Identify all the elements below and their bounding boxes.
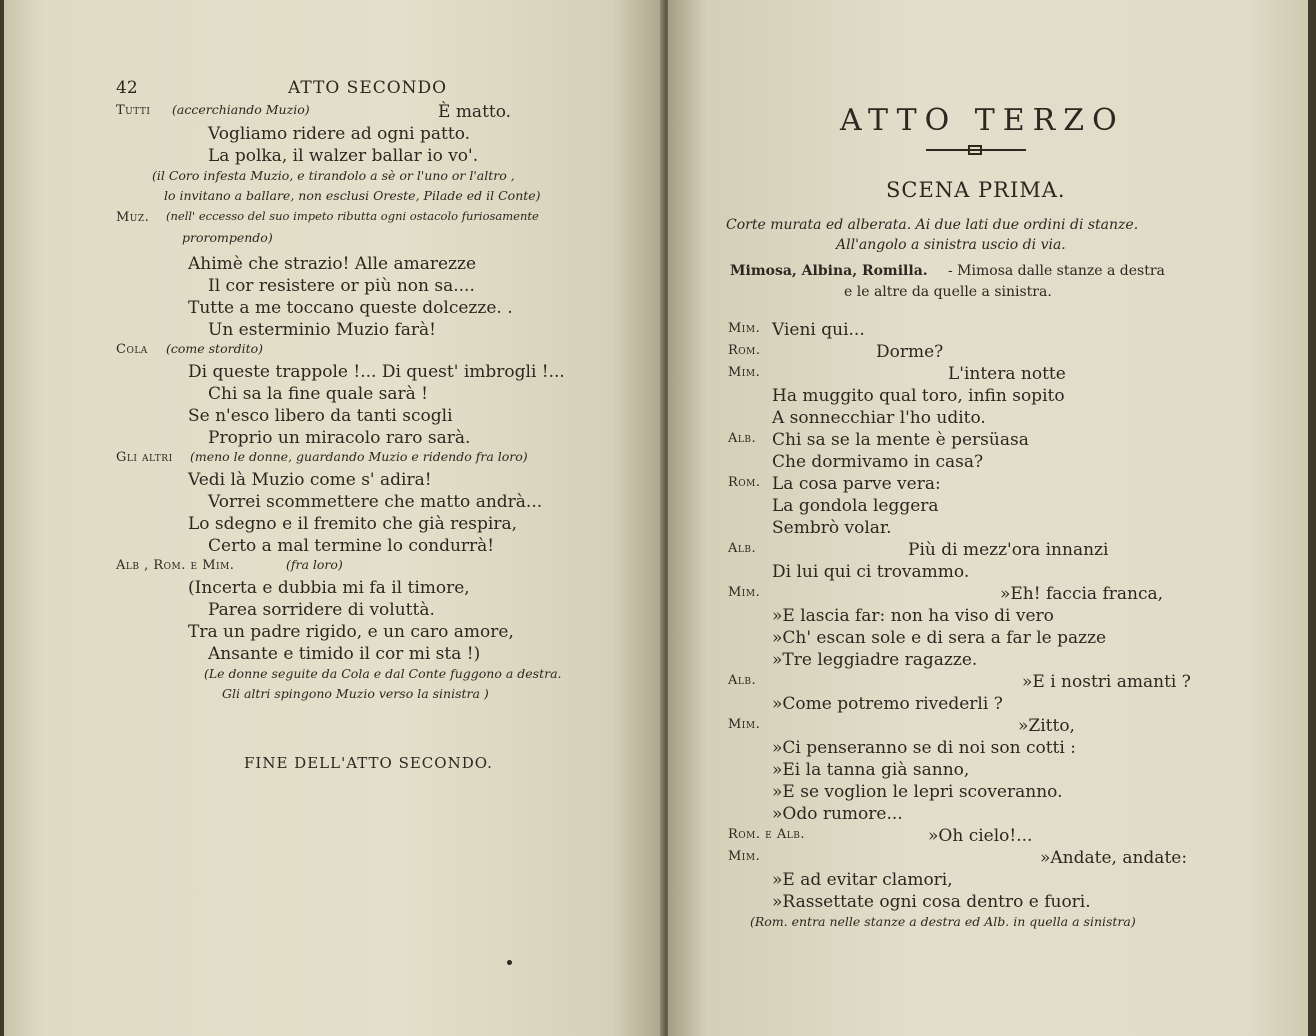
page-number: 42 bbox=[116, 78, 138, 98]
verse-line: Tra un padre rigido, e un caro amore, bbox=[188, 622, 514, 642]
scene-characters: Mimosa, Albina, Romilla. bbox=[730, 263, 928, 279]
verse-line: È matto. bbox=[438, 102, 512, 122]
verse-line: Il cor resistere or più non sa.... bbox=[208, 276, 475, 296]
ink-speck bbox=[507, 960, 512, 965]
verse-line: »Odo rumore... bbox=[772, 804, 903, 824]
verse-line: Lo sdegno e il fremito che già respira, bbox=[188, 514, 518, 534]
speaker: Alb. bbox=[728, 541, 757, 556]
scene-setting: Corte murata ed alberata. Ai due lati due ordini di stanze. bbox=[726, 217, 1139, 233]
verse-line: Ahimè che strazio! Alle amarezze bbox=[188, 254, 477, 274]
verse-line: »E i nostri amanti ? bbox=[1022, 672, 1191, 692]
stage-direction: (nell' eccesso del suo impeto ributta ogni ostacolo furiosamente bbox=[166, 209, 539, 223]
verse-line: Dorme? bbox=[876, 342, 944, 362]
verse-line: Parea sorridere di voluttà. bbox=[208, 600, 435, 620]
verse-line: Proprio un miracolo raro sarà. bbox=[208, 428, 471, 448]
verse-line: A sonnecchiar l'ho udito. bbox=[772, 408, 986, 428]
stage-direction: (Rom. entra nelle stanze a destra ed Alb. in quella a sinistra) bbox=[750, 914, 1136, 929]
speaker: Rom. e Alb. bbox=[728, 827, 805, 842]
speaker: Alb. bbox=[728, 673, 757, 688]
stage-direction: prorompendo) bbox=[182, 230, 273, 245]
verse-line: Ansante e timido il cor mi sta !) bbox=[208, 644, 481, 664]
left-page bbox=[4, 0, 664, 1036]
speaker: Mim. bbox=[728, 321, 761, 336]
characters-note: - Mimosa dalle stanze a destra bbox=[948, 263, 1165, 279]
speaker-gli-altri: Gli altri bbox=[116, 450, 173, 465]
speaker: Mim. bbox=[728, 849, 761, 864]
verse-line: Vorrei scommettere che matto andrà... bbox=[208, 492, 543, 512]
verse-line: Se n'esco libero da tanti scogli bbox=[188, 406, 453, 426]
verse-line: La cosa parve vera: bbox=[772, 474, 941, 494]
ornament-knot bbox=[968, 145, 982, 155]
right-page bbox=[668, 0, 1308, 1036]
stage-direction: Gli altri spingono Muzio verso la sinistra ) bbox=[222, 686, 489, 701]
act-end-note: FINE DELL'ATTO SECONDO. bbox=[244, 754, 493, 772]
verse-line: L'intera notte bbox=[948, 364, 1066, 384]
verse-line: Chi sa se la mente è persüasa bbox=[772, 430, 1029, 450]
speaker: Rom. bbox=[728, 475, 761, 490]
verse-line: Un esterminio Muzio farà! bbox=[208, 320, 436, 340]
speaker: Mim. bbox=[728, 717, 761, 732]
verse-line: Vogliamo ridere ad ogni patto. bbox=[208, 124, 471, 144]
speaker: Mim. bbox=[728, 365, 761, 380]
verse-line: Vedi là Muzio come s' adira! bbox=[188, 470, 432, 490]
verse-line: »Rassettate ogni cosa dentro e fuori. bbox=[772, 892, 1091, 912]
verse-line: »Andate, andate: bbox=[1040, 848, 1188, 868]
stage-direction: (il Coro infesta Muzio, e tirandolo a sè or l'uno or l'altro , bbox=[152, 168, 515, 183]
verse-line: Certo a mal termine lo condurrà! bbox=[208, 536, 495, 556]
verse-line: »E se voglion le lepri scoveranno. bbox=[772, 782, 1063, 802]
verse-line: (Incerta e dubbia mi fa il timore, bbox=[188, 578, 470, 598]
verse-line: »Ch' escan sole e di sera a far le pazze bbox=[772, 628, 1107, 648]
verse-line: Chi sa la fine quale sarà ! bbox=[208, 384, 429, 404]
scene-title: SCENA PRIMA. bbox=[886, 178, 1066, 202]
speaker: Rom. bbox=[728, 343, 761, 358]
verse-line: Che dormivamo in casa? bbox=[772, 452, 984, 472]
verse-line: »Ci penseranno se di noi son cotti : bbox=[772, 738, 1076, 758]
verse-line: »Eh! faccia franca, bbox=[1000, 584, 1164, 604]
speaker: Alb. bbox=[728, 431, 757, 446]
scene-setting: All'angolo a sinistra uscio di via. bbox=[836, 237, 1066, 253]
verse-line: Più di mezz'ora innanzi bbox=[908, 540, 1109, 560]
speaker-muzio: Muz. bbox=[116, 210, 150, 225]
verse-line: »Come potremo rivederli ? bbox=[772, 694, 1003, 714]
speaker: Mim. bbox=[728, 585, 761, 600]
verse-line: »Oh cielo!... bbox=[928, 826, 1033, 846]
verse-line: Vieni qui... bbox=[772, 320, 865, 340]
verse-line: »E ad evitar clamori, bbox=[772, 870, 953, 890]
verse-line: La gondola leggera bbox=[772, 496, 939, 516]
verse-line: Di lui qui ci trovammo. bbox=[772, 562, 970, 582]
stage-direction: (fra loro) bbox=[286, 557, 343, 572]
stage-direction: (Le donne seguite da Cola e dal Conte fuggono a destra. bbox=[204, 666, 562, 681]
verse-line: »Tre leggiadre ragazze. bbox=[772, 650, 978, 670]
stage-direction: (come stordito) bbox=[166, 341, 263, 356]
verse-line: »Ei la tanna già sanno, bbox=[772, 760, 970, 780]
running-head: ATTO SECONDO bbox=[288, 78, 448, 98]
verse-line: »E lascia far: non ha viso di vero bbox=[772, 606, 1054, 626]
act-title: ATTO TERZO bbox=[840, 103, 1125, 138]
verse-line: Ha muggito qual toro, infin sopito bbox=[772, 386, 1065, 406]
verse-line: Di queste trappole !... Di quest' imbrogli !... bbox=[188, 362, 565, 382]
speaker-cola: Cola bbox=[116, 342, 148, 357]
stage-direction: (accerchiando Muzio) bbox=[172, 102, 310, 117]
verse-line: Sembrò volar. bbox=[772, 518, 892, 538]
verse-line: Tutte a me toccano queste dolcezze. . bbox=[188, 298, 513, 318]
verse-line: La polka, il walzer ballar io vo'. bbox=[208, 146, 479, 166]
characters-note: e le altre da quelle a sinistra. bbox=[844, 284, 1052, 300]
speaker-tutti: Tutti bbox=[116, 103, 151, 118]
speaker-alb-rom-mim: Alb , Rom. e Mim. bbox=[116, 558, 235, 573]
stage-direction: lo invitano a ballare, non esclusi Oreste, Pilade ed il Conte) bbox=[164, 188, 541, 203]
stage-direction: (meno le donne, guardando Muzio e ridendo fra loro) bbox=[190, 449, 528, 464]
verse-line: »Zitto, bbox=[1018, 716, 1075, 736]
